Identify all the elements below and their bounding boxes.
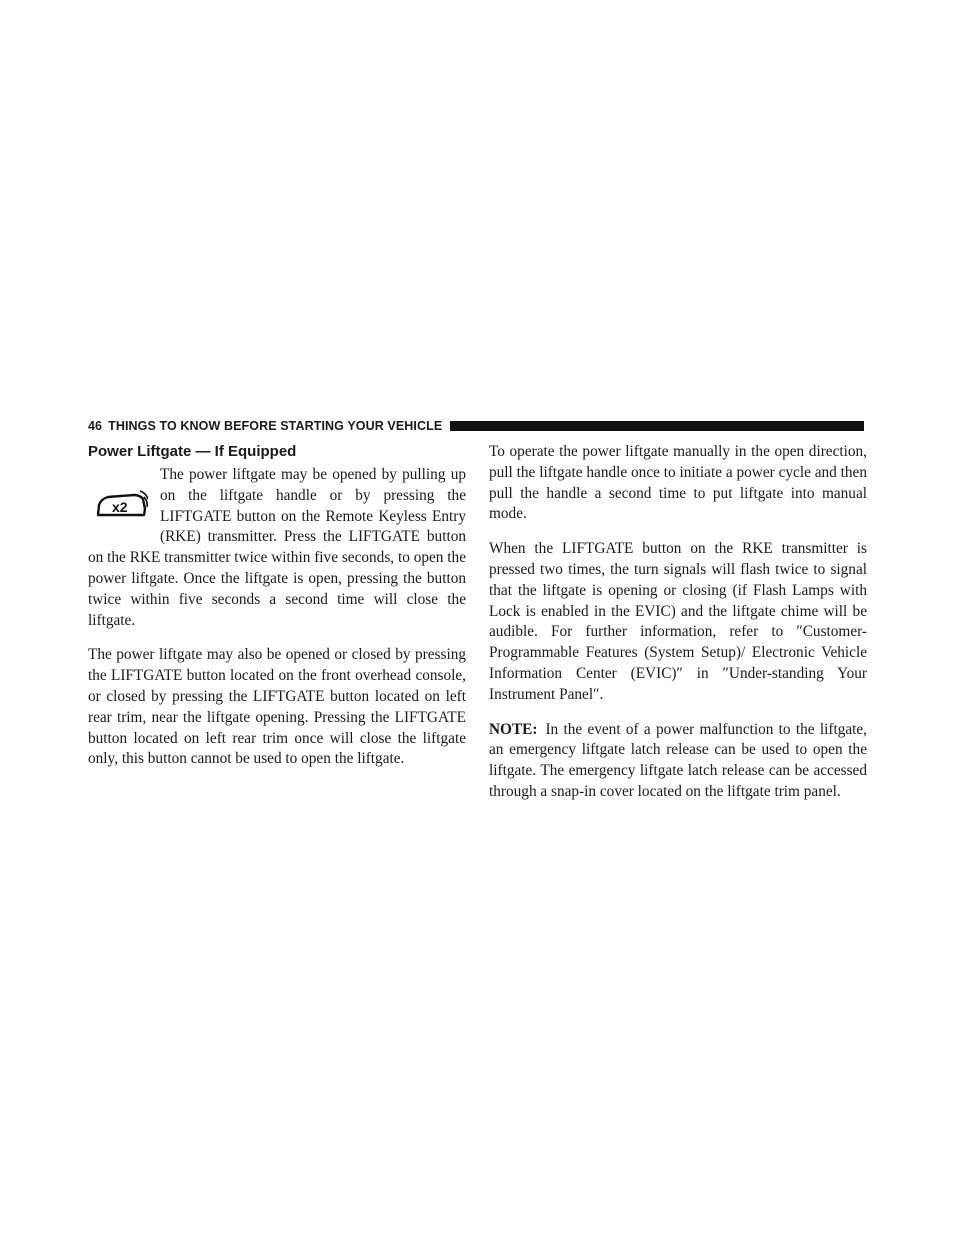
note-paragraph bbox=[489, 720, 867, 803]
left-paragraph-1: The power liftgate may be opened by pulling up on the liftgate handle or by pressing the LIFTGATE button on the Remote Keyless Entry (RKE) transmitter. Press the LIFTGATE button on the RKE transmitter twice within five seconds, to open the power liftgate. Once the liftgate is open, pressing the button twice within five seconds a second time will close the liftgate. bbox=[88, 466, 466, 629]
header-rule bbox=[450, 421, 864, 431]
right-paragraph-2: When the LIFTGATE button on the RKE transmitter is pressed two times, the turn signals will flash twice to signal that the liftgate is opening or closing (if Flash Lamps with Lock is enabled in the EVIC) and the liftgate chime will be audible. For further information, refer to ″Customer-Programmable Features (System Setup)/ Electronic Vehicle Information Center (EVIC)″ in ″Under-standing Your Instrument Panel″. bbox=[489, 540, 867, 703]
left-column bbox=[88, 442, 466, 784]
section-title: Power Liftgate — If Equipped bbox=[88, 443, 297, 460]
note-label: NOTE: bbox=[489, 720, 538, 738]
right-paragraph-1: To operate the power liftgate manually in the open direction, pull the liftgate handle once to initiate a power cycle and then pull the handle a second time to put liftgate into manual mode. bbox=[489, 443, 867, 523]
page-number: 46 bbox=[88, 419, 103, 433]
icon-label: x2 bbox=[112, 499, 128, 515]
left-paragraph-2: The power liftgate may also be opened or closed by pressing the LIFTGATE button located on the front overhead console, or closed by pressing the LIFTGATE button located on left rear trim, near the liftgate opening. Pressing the LIFTGATE button located on left rear trim once will close the liftgate only, this button cannot be used to open the liftgate. bbox=[88, 646, 466, 768]
right-column bbox=[489, 442, 867, 817]
note-text: In the event of a power malfunction to the liftgate, an emergency liftgate latch release can be used to open the liftgate. The emergency liftgate latch release can be accessed through a snap-in cover located on the liftgate trim panel. bbox=[489, 720, 867, 800]
liftgate-x2-icon bbox=[88, 471, 148, 541]
header-title: THINGS TO KNOW BEFORE STARTING YOUR VEHICLE bbox=[108, 419, 443, 433]
page-header bbox=[88, 418, 864, 434]
